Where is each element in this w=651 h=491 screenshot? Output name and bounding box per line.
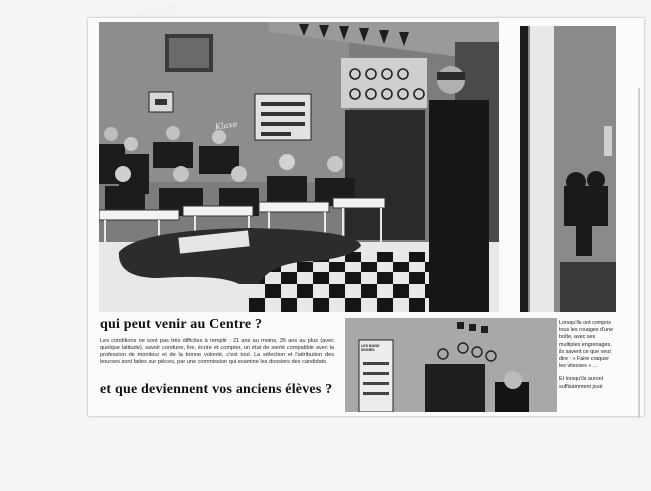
gearbox-illustration [520, 26, 616, 312]
signboard-illustration [345, 318, 557, 412]
article-paragraph: Les conditions ne sont pas très difficiles à remplir : 21 ans au moins, 35 ans au plus (avec quelque latitude), savoir conduire, lire, écrire et compter, un état de santé compatible avec la profession de moniteur et de la bonne volonté, c'est tout. La sélection et l'attribution des bourses sont faites sur pièces, par une commission qui examine les dossiers des candidats. [100, 338, 334, 365]
classroom-photo [99, 22, 499, 312]
section-heading-former-students: et que deviennent vos anciens élèves ? [100, 382, 333, 397]
engine-photo [520, 26, 616, 312]
instructor-photo [345, 318, 557, 412]
handwritten-note: Klaxe [214, 119, 239, 132]
section-heading-who-can-come: qui peut venir au Centre ? [100, 317, 263, 332]
caption-part-1: Lorsqu'ils ont compris tous les rouages d'une boîte, avec ses multiples engrenages, ils savent ce que veut dire : « Faire craquer les vitesses » ... [559, 320, 614, 370]
caption-part-2: Et lorsqu'ils auront suffisamment joué [559, 376, 604, 390]
photo-caption [559, 320, 615, 397]
classroom-illustration [99, 22, 499, 312]
page-edge-line [638, 88, 640, 418]
signboard-text: LES BONS SIGNES [361, 344, 380, 352]
